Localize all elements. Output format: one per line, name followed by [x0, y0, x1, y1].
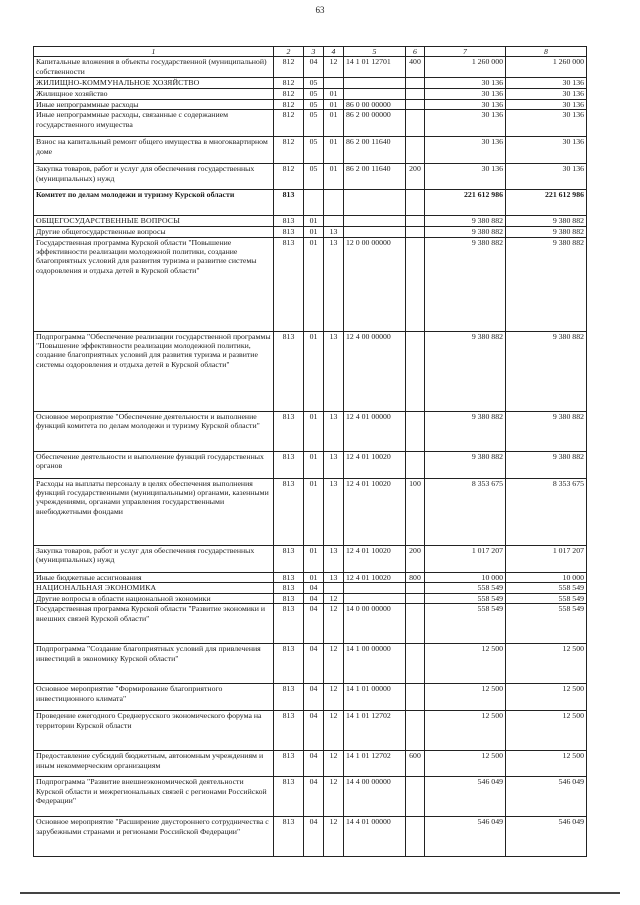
amount-col8-cell: 12 500: [506, 711, 587, 751]
ministry-code-cell: 813: [274, 684, 304, 711]
amount-col7-cell: 30 136: [425, 78, 506, 89]
subsection-code-cell: 12: [324, 751, 344, 777]
subsection-code-cell: [324, 583, 344, 594]
amount-col7-cell: 558 549: [425, 594, 506, 604]
expense-type-cell: 100: [406, 478, 425, 545]
target-article-cell: [344, 190, 406, 216]
amount-col8-cell: 30 136: [506, 110, 587, 137]
expense-type-cell: [406, 583, 425, 594]
subsection-code-cell: 13: [324, 331, 344, 411]
row-name-cell: Государственная программа Курской области "Повышение эффективности реализации молодежной политики, создание благоприятных условий для развития туризма и развитие системы оздоровления и отдыха детей в Курской области": [34, 237, 274, 331]
subsection-code-cell: [324, 190, 344, 216]
subsection-code-cell: 12: [324, 684, 344, 711]
table-row: [34, 137, 587, 164]
amount-col8-cell: 9 380 882: [506, 331, 587, 411]
page-bottom-rule: [20, 892, 620, 894]
row-name-cell: Подпрограмма "Обеспечение реализации государственной программы "Повышение эффективности реализации молодежной политики, создание благоприятных условий для развития туризма и развитие системы оздоровления и отдыха детей в Курской области": [34, 331, 274, 411]
target-article-cell: 12 0 00 00000: [344, 237, 406, 331]
amount-col7-cell: 12 500: [425, 711, 506, 751]
amount-col7-cell: 10 000: [425, 572, 506, 582]
row-name-cell: Взнос на капитальный ремонт общего имущества в многоквартирном доме: [34, 137, 274, 164]
row-name-cell: Подпрограмма "Развитие внешнеэкономической деятельности Курской области и межрегиональных связей с регионами Российской Федерации": [34, 777, 274, 817]
table-row: [34, 164, 587, 190]
ministry-code-cell: 813: [274, 411, 304, 451]
expense-type-cell: [406, 451, 425, 478]
section-code-cell: 01: [304, 545, 324, 572]
ministry-code-cell: 813: [274, 583, 304, 594]
expense-type-cell: [406, 594, 425, 604]
amount-col8-cell: 30 136: [506, 137, 587, 164]
ministry-code-cell: 812: [274, 78, 304, 89]
row-name-cell: Предоставление субсидий бюджетным, автономным учреждениям и иным некоммерческим организациям: [34, 751, 274, 777]
section-code-cell: 05: [304, 99, 324, 109]
expense-type-cell: 400: [406, 57, 425, 78]
target-article-cell: [344, 216, 406, 227]
target-article-cell: [344, 583, 406, 594]
subsection-code-cell: 13: [324, 545, 344, 572]
amount-col7-cell: 546 049: [425, 817, 506, 857]
section-code-cell: 01: [304, 451, 324, 478]
target-article-cell: 14 1 01 12702: [344, 751, 406, 777]
amount-col8-cell: 12 500: [506, 644, 587, 684]
expense-type-cell: 200: [406, 545, 425, 572]
subsection-code-cell: 12: [324, 594, 344, 604]
table-row: [34, 711, 587, 751]
section-code-cell: 04: [304, 583, 324, 594]
table-body: [34, 57, 587, 857]
ministry-code-cell: 813: [274, 644, 304, 684]
table-row: [34, 751, 587, 777]
ministry-code-cell: 812: [274, 164, 304, 190]
amount-col8-cell: 546 049: [506, 817, 587, 857]
amount-col7-cell: 1 017 207: [425, 545, 506, 572]
subsection-code-cell: 01: [324, 89, 344, 99]
ministry-code-cell: 813: [274, 751, 304, 777]
target-article-cell: 14 1 01 00000: [344, 684, 406, 711]
amount-col8-cell: 9 380 882: [506, 411, 587, 451]
subsection-code-cell: 01: [324, 99, 344, 109]
subsection-code-cell: 12: [324, 604, 344, 644]
subsection-code-cell: 12: [324, 777, 344, 817]
subsection-code-cell: 12: [324, 644, 344, 684]
section-code-cell: 01: [304, 227, 324, 237]
ministry-code-cell: 813: [274, 817, 304, 857]
expense-type-cell: 800: [406, 572, 425, 582]
amount-col8-cell: 30 136: [506, 78, 587, 89]
ministry-code-cell: 813: [274, 594, 304, 604]
subsection-code-cell: 13: [324, 227, 344, 237]
row-name-cell: Государственная программа Курской области "Развитие экономики и внешних связей Курской области": [34, 604, 274, 644]
expense-type-cell: [406, 190, 425, 216]
amount-col7-cell: 30 136: [425, 89, 506, 99]
target-article-cell: [344, 89, 406, 99]
amount-col8-cell: 9 380 882: [506, 227, 587, 237]
row-name-cell: ЖИЛИЩНО-КОММУНАЛЬНОЕ ХОЗЯЙСТВО: [34, 78, 274, 89]
column-header: 8: [506, 47, 587, 57]
amount-col8-cell: 30 136: [506, 89, 587, 99]
section-code-cell: 01: [304, 572, 324, 582]
row-name-cell: Капитальные вложения в объекты государственной (муниципальной) собственности: [34, 57, 274, 78]
ministry-code-cell: 813: [274, 711, 304, 751]
row-name-cell: Расходы на выплаты персоналу в целях обеспечения выполнения функций государственными (муниципальными) органами, казенными учреждениями, органами управления государственными внебюджетными фондами: [34, 478, 274, 545]
column-header: 3: [304, 47, 324, 57]
table-row: [34, 817, 587, 857]
subsection-code-cell: [324, 78, 344, 89]
table-row: [34, 583, 587, 594]
expense-type-cell: [406, 99, 425, 109]
amount-col8-cell: 1 017 207: [506, 545, 587, 572]
table-row: [34, 451, 587, 478]
table-row: [34, 216, 587, 227]
target-article-cell: 12 4 01 10020: [344, 572, 406, 582]
amount-col7-cell: 558 549: [425, 583, 506, 594]
expense-type-cell: 200: [406, 164, 425, 190]
expense-type-cell: [406, 411, 425, 451]
ministry-code-cell: 813: [274, 216, 304, 227]
ministry-code-cell: 812: [274, 57, 304, 78]
row-name-cell: Комитет по делам молодежи и туризму Курской области: [34, 190, 274, 216]
amount-col7-cell: 30 136: [425, 110, 506, 137]
section-code-cell: 04: [304, 57, 324, 78]
row-name-cell: ОБЩЕГОСУДАРСТВЕННЫЕ ВОПРОСЫ: [34, 216, 274, 227]
section-code-cell: 04: [304, 777, 324, 817]
amount-col8-cell: 12 500: [506, 751, 587, 777]
target-article-cell: 14 1 00 00000: [344, 644, 406, 684]
section-code-cell: 04: [304, 751, 324, 777]
section-code-cell: 04: [304, 711, 324, 751]
section-code-cell: 05: [304, 89, 324, 99]
column-header: 2: [274, 47, 304, 57]
section-code-cell: 05: [304, 164, 324, 190]
column-header: 7: [425, 47, 506, 57]
table-row: [34, 594, 587, 604]
amount-col7-cell: 221 612 986: [425, 190, 506, 216]
table-row: [34, 190, 587, 216]
table-row: [34, 684, 587, 711]
section-code-cell: 01: [304, 216, 324, 227]
section-code-cell: 01: [304, 478, 324, 545]
amount-col8-cell: 558 549: [506, 594, 587, 604]
amount-col7-cell: 9 380 882: [425, 451, 506, 478]
target-article-cell: 86 0 00 00000: [344, 99, 406, 109]
row-name-cell: Жилищное хозяйство: [34, 89, 274, 99]
amount-col7-cell: 12 500: [425, 644, 506, 684]
row-name-cell: Другие общегосударственные вопросы: [34, 227, 274, 237]
target-article-cell: 12 4 01 00000: [344, 411, 406, 451]
amount-col7-cell: 12 500: [425, 751, 506, 777]
section-code-cell: 04: [304, 817, 324, 857]
subsection-code-cell: 01: [324, 164, 344, 190]
target-article-cell: [344, 78, 406, 89]
table-row: [34, 777, 587, 817]
subsection-code-cell: [324, 216, 344, 227]
amount-col7-cell: 30 136: [425, 137, 506, 164]
expense-type-cell: [406, 604, 425, 644]
expense-type-cell: 600: [406, 751, 425, 777]
table-row: [34, 237, 587, 331]
target-article-cell: 12 4 01 10020: [344, 545, 406, 572]
row-name-cell: Иные непрограммные расходы, связанные с содержанием государственного имущества: [34, 110, 274, 137]
expense-type-cell: [406, 227, 425, 237]
expense-type-cell: [406, 684, 425, 711]
amount-col8-cell: 221 612 986: [506, 190, 587, 216]
amount-col8-cell: 30 136: [506, 164, 587, 190]
table-row: [34, 411, 587, 451]
table-row: [34, 99, 587, 109]
table-row: [34, 545, 587, 572]
amount-col7-cell: 9 380 882: [425, 237, 506, 331]
amount-col7-cell: 12 500: [425, 684, 506, 711]
table-row: [34, 572, 587, 582]
amount-col7-cell: 30 136: [425, 164, 506, 190]
target-article-cell: 14 4 00 00000: [344, 777, 406, 817]
table-row: [34, 644, 587, 684]
ministry-code-cell: 813: [274, 237, 304, 331]
row-name-cell: Иные бюджетные ассигнования: [34, 572, 274, 582]
ministry-code-cell: 813: [274, 604, 304, 644]
page-number: 63: [315, 5, 325, 15]
table-row: [34, 78, 587, 89]
ministry-code-cell: 812: [274, 89, 304, 99]
amount-col8-cell: 9 380 882: [506, 237, 587, 331]
amount-col8-cell: 30 136: [506, 99, 587, 109]
section-code-cell: 04: [304, 594, 324, 604]
expense-type-cell: [406, 711, 425, 751]
subsection-code-cell: 12: [324, 711, 344, 751]
amount-col7-cell: 8 353 675: [425, 478, 506, 545]
amount-col8-cell: 546 049: [506, 777, 587, 817]
subsection-code-cell: 12: [324, 57, 344, 78]
column-header: 4: [324, 47, 344, 57]
amount-col8-cell: 9 380 882: [506, 216, 587, 227]
amount-col7-cell: 9 380 882: [425, 411, 506, 451]
table-row: [34, 331, 587, 411]
column-header: 6: [406, 47, 425, 57]
subsection-code-cell: 01: [324, 137, 344, 164]
target-article-cell: 86 2 00 00000: [344, 110, 406, 137]
target-article-cell: 14 0 00 00000: [344, 604, 406, 644]
section-code-cell: 05: [304, 110, 324, 137]
expense-type-cell: [406, 817, 425, 857]
ministry-code-cell: 813: [274, 572, 304, 582]
target-article-cell: 86 2 00 11640: [344, 164, 406, 190]
amount-col7-cell: 9 380 882: [425, 216, 506, 227]
row-name-cell: Основное мероприятие "Обеспечение деятельности и выполнение функций комитета по делам молодежи и туризму Курской области": [34, 411, 274, 451]
column-header: 1: [34, 47, 274, 57]
expense-type-cell: [406, 110, 425, 137]
section-code-cell: [304, 190, 324, 216]
ministry-code-cell: 813: [274, 227, 304, 237]
target-article-cell: 12 4 01 10020: [344, 451, 406, 478]
amount-col8-cell: 558 549: [506, 604, 587, 644]
amount-col7-cell: 30 136: [425, 99, 506, 109]
section-code-cell: 04: [304, 644, 324, 684]
expense-type-cell: [406, 777, 425, 817]
row-name-cell: Основное мероприятие "Формирование благоприятного инвестиционного климата": [34, 684, 274, 711]
subsection-code-cell: 13: [324, 572, 344, 582]
row-name-cell: Основное мероприятие "Расширение двустороннего сотрудничества с зарубежными странами и регионами Российской Федерации": [34, 817, 274, 857]
section-code-cell: 01: [304, 411, 324, 451]
amount-col7-cell: 9 380 882: [425, 227, 506, 237]
table-row: [34, 604, 587, 644]
amount-col7-cell: 1 260 000: [425, 57, 506, 78]
table-row: [34, 57, 587, 78]
expense-type-cell: [406, 137, 425, 164]
subsection-code-cell: 13: [324, 451, 344, 478]
ministry-code-cell: 812: [274, 110, 304, 137]
target-article-cell: 12 4 01 10020: [344, 478, 406, 545]
section-code-cell: 01: [304, 331, 324, 411]
section-code-cell: 01: [304, 237, 324, 331]
expense-type-cell: [406, 331, 425, 411]
subsection-code-cell: 13: [324, 237, 344, 331]
expense-type-cell: [406, 237, 425, 331]
ministry-code-cell: 812: [274, 137, 304, 164]
subsection-code-cell: 13: [324, 411, 344, 451]
row-name-cell: Закупка товаров, работ и услуг для обеспечения государственных (муниципальных) нужд: [34, 545, 274, 572]
ministry-code-cell: 813: [274, 331, 304, 411]
target-article-cell: 14 4 01 00000: [344, 817, 406, 857]
expense-type-cell: [406, 216, 425, 227]
row-name-cell: Проведение ежегодного Среднерусского экономического форума на территории Курской области: [34, 711, 274, 751]
section-code-cell: 04: [304, 604, 324, 644]
subsection-code-cell: 13: [324, 478, 344, 545]
ministry-code-cell: 813: [274, 451, 304, 478]
section-code-cell: 04: [304, 684, 324, 711]
expense-type-cell: [406, 89, 425, 99]
target-article-cell: [344, 227, 406, 237]
subsection-code-cell: 12: [324, 817, 344, 857]
subsection-code-cell: 01: [324, 110, 344, 137]
target-article-cell: [344, 594, 406, 604]
expense-type-cell: [406, 78, 425, 89]
row-name-cell: НАЦИОНАЛЬНАЯ ЭКОНОМИКА: [34, 583, 274, 594]
column-header: 5: [344, 47, 406, 57]
target-article-cell: 12 4 00 00000: [344, 331, 406, 411]
target-article-cell: 14 1 01 12702: [344, 711, 406, 751]
table-row: [34, 227, 587, 237]
row-name-cell: Обеспечение деятельности и выполнение функций государственных органов: [34, 451, 274, 478]
ministry-code-cell: 813: [274, 545, 304, 572]
table-row: [34, 89, 587, 99]
table-row: [34, 110, 587, 137]
row-name-cell: Закупка товаров, работ и услуг для обеспечения государственных (муниципальных) нужд: [34, 164, 274, 190]
expense-type-cell: [406, 644, 425, 684]
row-name-cell: Иные непрограммные расходы: [34, 99, 274, 109]
amount-col8-cell: 558 549: [506, 583, 587, 594]
amount-col8-cell: 9 380 882: [506, 451, 587, 478]
target-article-cell: 86 2 00 11640: [344, 137, 406, 164]
amount-col7-cell: 9 380 882: [425, 331, 506, 411]
ministry-code-cell: 813: [274, 777, 304, 817]
table-row: [34, 478, 587, 545]
section-code-cell: 05: [304, 78, 324, 89]
amount-col8-cell: 8 353 675: [506, 478, 587, 545]
ministry-code-cell: 813: [274, 478, 304, 545]
amount-col7-cell: 558 549: [425, 604, 506, 644]
target-article-cell: 14 1 01 12701: [344, 57, 406, 78]
row-name-cell: Другие вопросы в области национальной экономики: [34, 594, 274, 604]
row-name-cell: Подпрограмма "Создание благоприятных условий для привлечения инвестиций в экономику Курской области": [34, 644, 274, 684]
ministry-code-cell: 813: [274, 190, 304, 216]
amount-col8-cell: 12 500: [506, 684, 587, 711]
column-number-row: [34, 47, 587, 57]
amount-col8-cell: 10 000: [506, 572, 587, 582]
amount-col7-cell: 546 049: [425, 777, 506, 817]
amount-col8-cell: 1 260 000: [506, 57, 587, 78]
budget-table: [33, 46, 587, 857]
ministry-code-cell: 812: [274, 99, 304, 109]
section-code-cell: 05: [304, 137, 324, 164]
